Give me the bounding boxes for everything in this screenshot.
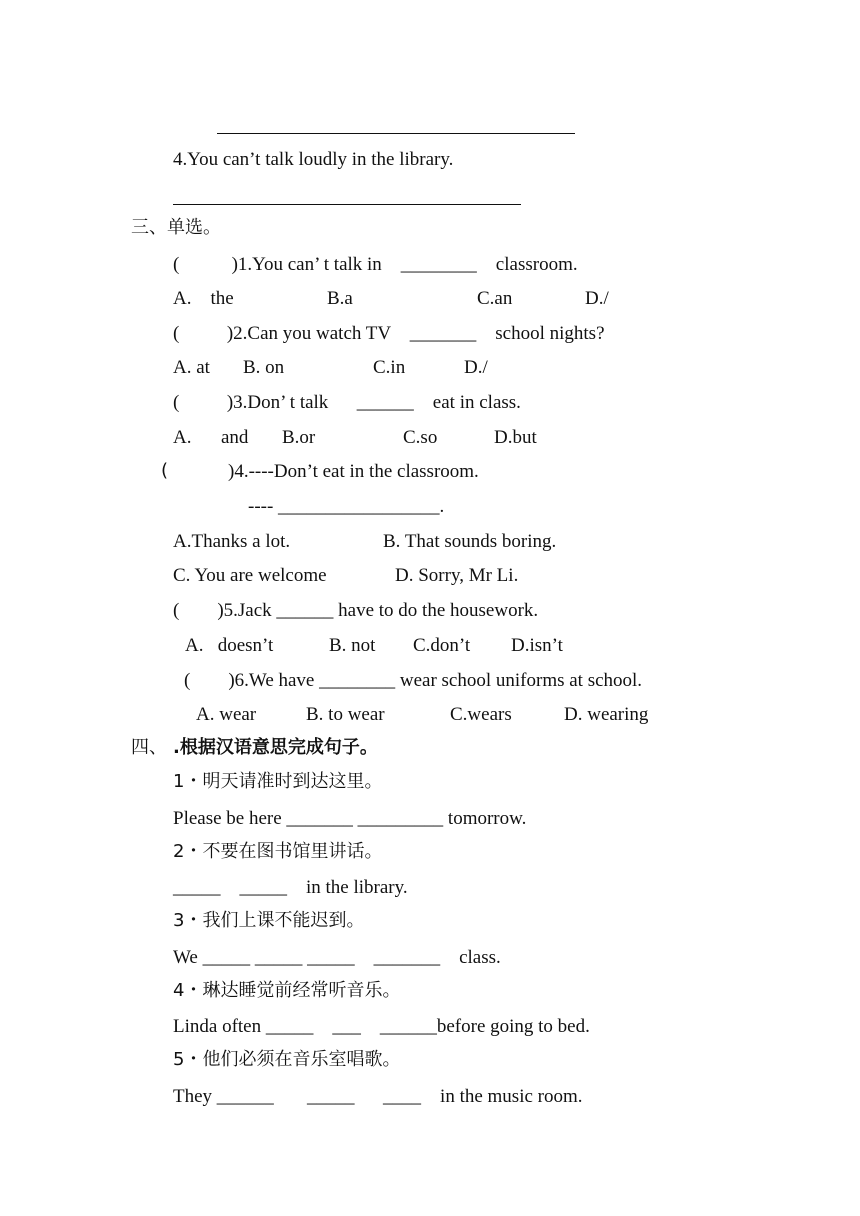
mc-2-option-c: C.in [373, 357, 406, 378]
mc-6-option-d: D. wearing [564, 704, 649, 725]
translate-1-chinese: 1・明天请准时到达这里。 [173, 771, 383, 792]
mc-4-reply: ---- _________________. [248, 496, 445, 517]
mc-4-option-b: B. That sounds boring. [383, 531, 557, 552]
mc-question-2: ( )2.Can you watch TV _______ school nights? [173, 323, 605, 344]
mc-3-option-b: B.or [282, 427, 316, 448]
mc-4-option-d: D. Sorry, Mr Li. [395, 565, 519, 586]
mc-1-option-b: B.a [327, 288, 353, 309]
mc-6-option-a: A. wear [196, 704, 257, 725]
section-3-heading: 三、单选。 [131, 217, 221, 238]
translate-1-english: Please be here _______ _________ tomorrow. [173, 808, 527, 829]
translate-4-english: Linda often _____ ___ ______before going to bed. [173, 1016, 590, 1037]
mc-2-option-a: A. at [173, 357, 210, 378]
section-4-number: 四、 [131, 737, 167, 758]
mc-question-1: ( )1.You can’ t talk in ________ classroom. [173, 254, 578, 275]
mc-5-option-a: A. doesn’t [185, 635, 274, 656]
answer-line-4 [173, 204, 521, 205]
mc-3-option-a-text: and [221, 427, 249, 448]
mc-5-option-c: C.don’t [413, 635, 471, 656]
mc-question-4: )4.----Don’t eat in the classroom. [228, 461, 479, 482]
mc-6-option-c: C.wears [450, 704, 512, 725]
mc-2-option-b: B. on [243, 357, 285, 378]
translate-4-chinese: 4・琳达睡觉前经常听音乐。 [173, 980, 401, 1001]
mc-3-option-a: A. [173, 427, 192, 448]
mc-4-option-a: A.Thanks a lot. [173, 531, 291, 552]
mc-3-option-d: D.but [494, 427, 537, 448]
translate-2-english: _____ _____ in the library. [173, 877, 408, 898]
mc-1-option-a: A. the [173, 288, 234, 309]
question-4-text: 4.You can’t talk loudly in the library. [173, 149, 454, 170]
mc-4-paren: ( [161, 460, 169, 481]
mc-3-option-c: C.so [403, 427, 438, 448]
mc-question-3: ( )3.Don’ t talk ______ eat in class. [173, 392, 521, 413]
mc-6-option-b: B. to wear [306, 704, 385, 725]
mc-4-option-c: C. You are welcome [173, 565, 327, 586]
translate-3-english: We _____ _____ _____ _______ class. [173, 947, 501, 968]
mc-question-5: ( )5.Jack ______ have to do the housework. [173, 600, 539, 621]
translate-5-english: They ______ _____ ____ in the music room. [173, 1086, 583, 1107]
translate-5-chinese: 5・他们必须在音乐室唱歌。 [173, 1049, 401, 1070]
answer-line-3 [217, 133, 575, 134]
section-4-heading: .根据汉语意思完成句子。 [173, 737, 378, 758]
mc-5-option-b: B. not [329, 635, 376, 656]
mc-1-option-d: D./ [585, 288, 609, 309]
translate-2-chinese: 2・不要在图书馆里讲话。 [173, 841, 383, 862]
mc-1-option-c: C.an [477, 288, 513, 309]
mc-question-6: ( )6.We have ________ wear school uniforms at school. [184, 670, 643, 691]
translate-3-chinese: 3・我们上课不能迟到。 [173, 910, 365, 931]
mc-2-option-d: D./ [464, 357, 488, 378]
mc-5-option-d: D.isn’t [511, 635, 563, 656]
